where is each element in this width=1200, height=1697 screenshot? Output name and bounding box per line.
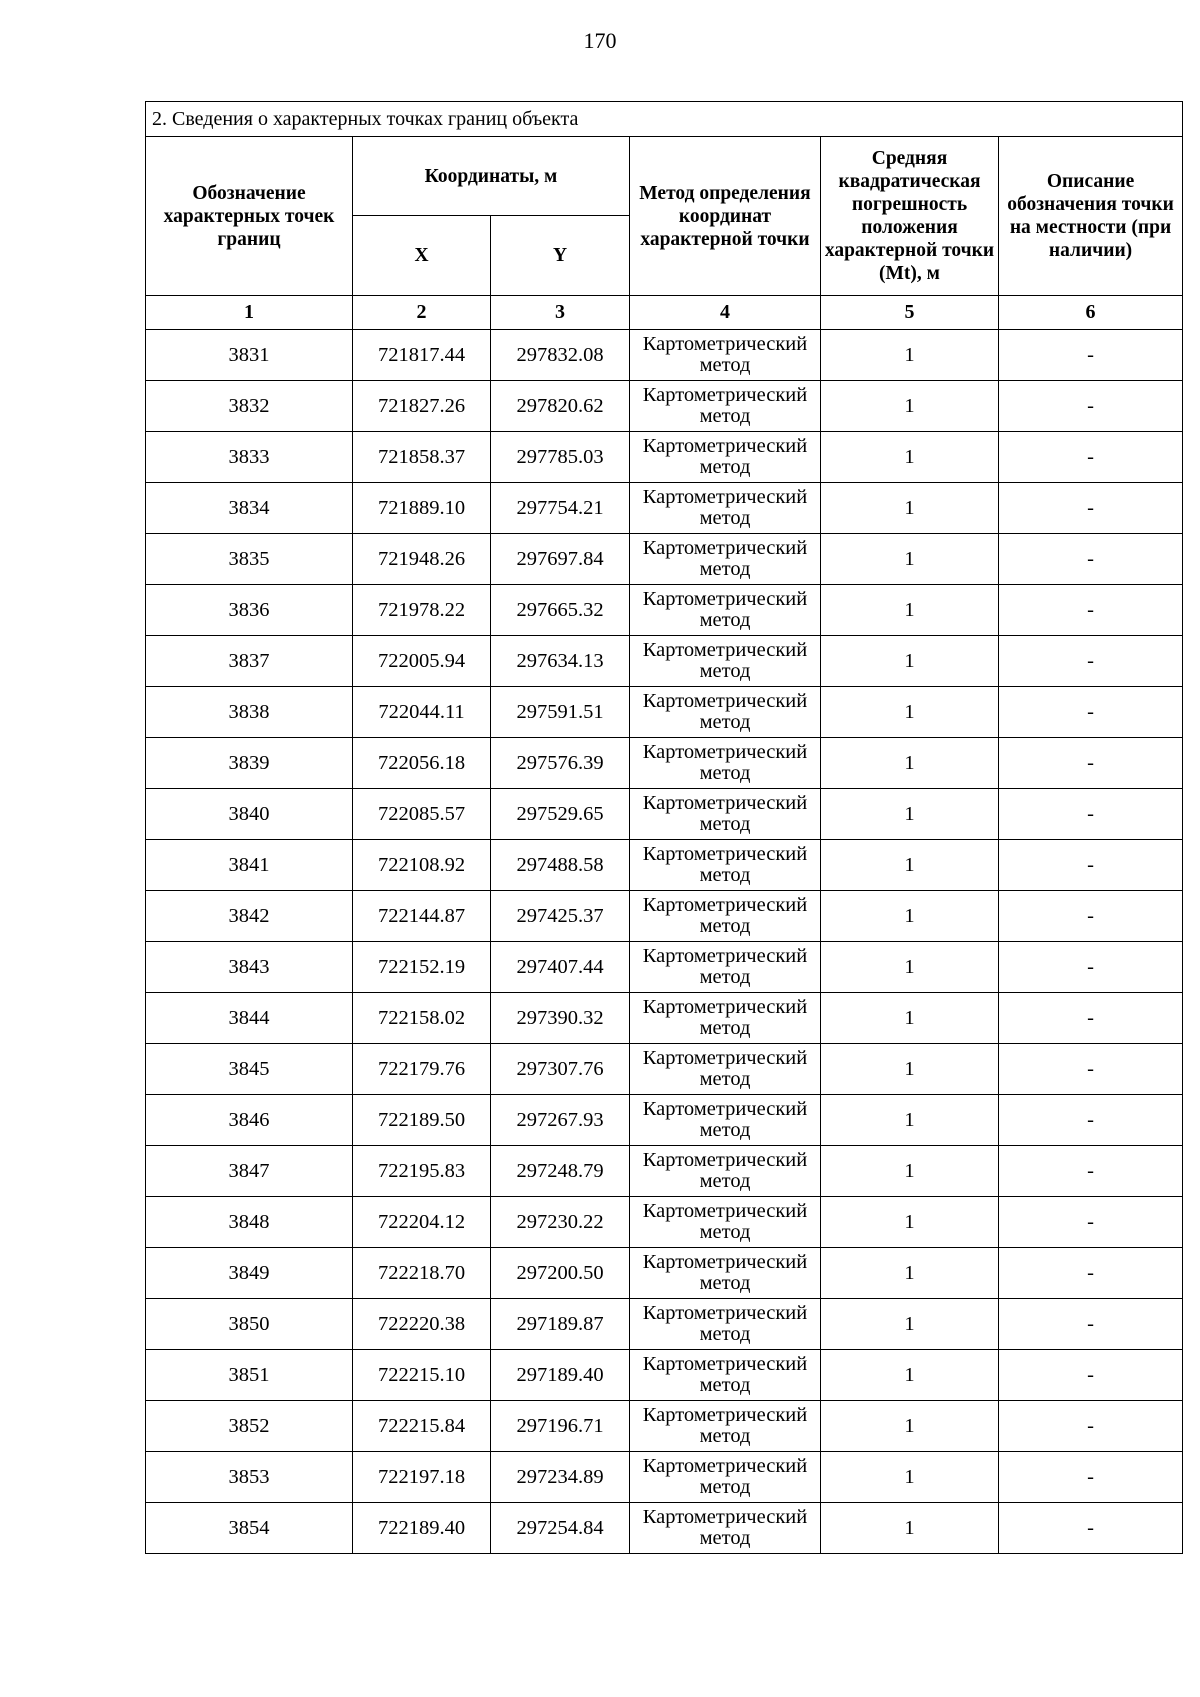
- header-coordinates: Координаты, м: [353, 137, 630, 216]
- header-x: X: [353, 216, 491, 296]
- x-coordinate-cell: 722195.83: [353, 1146, 491, 1197]
- x-coordinate-cell: 722179.76: [353, 1044, 491, 1095]
- error-cell: 1: [821, 738, 999, 789]
- point-cell: 3841: [146, 840, 353, 891]
- point-cell: 3834: [146, 483, 353, 534]
- error-cell: 1: [821, 687, 999, 738]
- x-coordinate-cell: 722189.50: [353, 1095, 491, 1146]
- column-number: 6: [999, 296, 1183, 330]
- description-cell: -: [999, 993, 1183, 1044]
- description-cell: -: [999, 534, 1183, 585]
- method-cell: Картометрический метод: [630, 636, 821, 687]
- point-cell: 3846: [146, 1095, 353, 1146]
- table-row: [146, 1503, 1183, 1554]
- table-row: [146, 1095, 1183, 1146]
- error-cell: 1: [821, 1299, 999, 1350]
- header-method: Метод определения координат характерной точки: [630, 137, 821, 296]
- description-cell: -: [999, 585, 1183, 636]
- y-coordinate-cell: 297529.65: [491, 789, 630, 840]
- description-cell: -: [999, 738, 1183, 789]
- method-cell: Картометрический метод: [630, 1503, 821, 1554]
- error-cell: 1: [821, 534, 999, 585]
- y-coordinate-cell: 297820.62: [491, 381, 630, 432]
- point-cell: 3831: [146, 330, 353, 381]
- error-cell: 1: [821, 330, 999, 381]
- x-coordinate-cell: 722220.38: [353, 1299, 491, 1350]
- column-number: 1: [146, 296, 353, 330]
- description-cell: -: [999, 1350, 1183, 1401]
- description-cell: -: [999, 687, 1183, 738]
- x-coordinate-cell: 722158.02: [353, 993, 491, 1044]
- y-coordinate-cell: 297785.03: [491, 432, 630, 483]
- method-cell: Картометрический метод: [630, 891, 821, 942]
- y-coordinate-cell: 297591.51: [491, 687, 630, 738]
- method-cell: Картометрический метод: [630, 534, 821, 585]
- method-cell: Картометрический метод: [630, 1095, 821, 1146]
- x-coordinate-cell: 722197.18: [353, 1452, 491, 1503]
- table-row: [146, 381, 1183, 432]
- y-coordinate-cell: 297488.58: [491, 840, 630, 891]
- y-coordinate-cell: 297248.79: [491, 1146, 630, 1197]
- x-coordinate-cell: 722144.87: [353, 891, 491, 942]
- x-coordinate-cell: 721889.10: [353, 483, 491, 534]
- method-cell: Картометрический метод: [630, 585, 821, 636]
- method-cell: Картометрический метод: [630, 1299, 821, 1350]
- x-coordinate-cell: 722044.11: [353, 687, 491, 738]
- table-row: [146, 687, 1183, 738]
- point-cell: 3848: [146, 1197, 353, 1248]
- y-coordinate-cell: 297697.84: [491, 534, 630, 585]
- description-cell: -: [999, 381, 1183, 432]
- error-cell: 1: [821, 636, 999, 687]
- method-cell: Картометрический метод: [630, 330, 821, 381]
- error-cell: 1: [821, 993, 999, 1044]
- y-coordinate-cell: 297200.50: [491, 1248, 630, 1299]
- point-cell: 3845: [146, 1044, 353, 1095]
- table-row: [146, 738, 1183, 789]
- description-cell: -: [999, 840, 1183, 891]
- x-coordinate-cell: 722215.10: [353, 1350, 491, 1401]
- error-cell: 1: [821, 1350, 999, 1401]
- method-cell: Картометрический метод: [630, 1146, 821, 1197]
- point-cell: 3837: [146, 636, 353, 687]
- x-coordinate-cell: 722189.40: [353, 1503, 491, 1554]
- error-cell: 1: [821, 432, 999, 483]
- header-y: Y: [491, 216, 630, 296]
- y-coordinate-cell: 297754.21: [491, 483, 630, 534]
- error-cell: 1: [821, 381, 999, 432]
- point-cell: 3836: [146, 585, 353, 636]
- description-cell: -: [999, 1248, 1183, 1299]
- table-row: [146, 891, 1183, 942]
- x-coordinate-cell: 721817.44: [353, 330, 491, 381]
- error-cell: 1: [821, 1197, 999, 1248]
- table-row: [146, 1146, 1183, 1197]
- table-row: [146, 1197, 1183, 1248]
- x-coordinate-cell: 722108.92: [353, 840, 491, 891]
- point-cell: 3835: [146, 534, 353, 585]
- description-cell: -: [999, 483, 1183, 534]
- method-cell: Картометрический метод: [630, 483, 821, 534]
- table-row: [146, 636, 1183, 687]
- method-cell: Картометрический метод: [630, 687, 821, 738]
- point-cell: 3839: [146, 738, 353, 789]
- y-coordinate-cell: 297267.93: [491, 1095, 630, 1146]
- section-title: 2. Сведения о характерных точках границ объекта: [146, 102, 1183, 137]
- y-coordinate-cell: 297407.44: [491, 942, 630, 993]
- description-cell: -: [999, 1044, 1183, 1095]
- y-coordinate-cell: 297665.32: [491, 585, 630, 636]
- method-cell: Картометрический метод: [630, 1452, 821, 1503]
- point-cell: 3854: [146, 1503, 353, 1554]
- point-cell: 3843: [146, 942, 353, 993]
- point-cell: 3840: [146, 789, 353, 840]
- description-cell: -: [999, 1503, 1183, 1554]
- point-cell: 3851: [146, 1350, 353, 1401]
- y-coordinate-cell: 297425.37: [491, 891, 630, 942]
- error-cell: 1: [821, 1044, 999, 1095]
- method-cell: Картометрический метод: [630, 1044, 821, 1095]
- x-coordinate-cell: 722204.12: [353, 1197, 491, 1248]
- column-number: 5: [821, 296, 999, 330]
- column-number: 2: [353, 296, 491, 330]
- method-cell: Картометрический метод: [630, 1248, 821, 1299]
- column-number: 3: [491, 296, 630, 330]
- error-cell: 1: [821, 483, 999, 534]
- description-cell: -: [999, 942, 1183, 993]
- error-cell: 1: [821, 942, 999, 993]
- y-coordinate-cell: 297576.39: [491, 738, 630, 789]
- description-cell: -: [999, 636, 1183, 687]
- method-cell: Картометрический метод: [630, 1197, 821, 1248]
- table-row: [146, 942, 1183, 993]
- description-cell: -: [999, 1401, 1183, 1452]
- error-cell: 1: [821, 585, 999, 636]
- description-cell: -: [999, 432, 1183, 483]
- description-cell: -: [999, 789, 1183, 840]
- y-coordinate-cell: 297189.87: [491, 1299, 630, 1350]
- x-coordinate-cell: 721827.26: [353, 381, 491, 432]
- boundary-points-table: [145, 101, 1183, 1554]
- error-cell: 1: [821, 789, 999, 840]
- x-coordinate-cell: 722218.70: [353, 1248, 491, 1299]
- y-coordinate-cell: 297634.13: [491, 636, 630, 687]
- error-cell: 1: [821, 840, 999, 891]
- y-coordinate-cell: 297832.08: [491, 330, 630, 381]
- table-row: [146, 1452, 1183, 1503]
- point-cell: 3833: [146, 432, 353, 483]
- description-cell: -: [999, 891, 1183, 942]
- x-coordinate-cell: 722085.57: [353, 789, 491, 840]
- table-row: [146, 330, 1183, 381]
- point-cell: 3844: [146, 993, 353, 1044]
- point-cell: 3849: [146, 1248, 353, 1299]
- description-cell: -: [999, 330, 1183, 381]
- x-coordinate-cell: 722056.18: [353, 738, 491, 789]
- method-cell: Картометрический метод: [630, 993, 821, 1044]
- description-cell: -: [999, 1197, 1183, 1248]
- error-cell: 1: [821, 1401, 999, 1452]
- point-cell: 3847: [146, 1146, 353, 1197]
- header-error: Средняя квадратическая погрешность положения характерной точки (Mt), м: [821, 137, 999, 296]
- method-cell: Картометрический метод: [630, 432, 821, 483]
- point-cell: 3832: [146, 381, 353, 432]
- x-coordinate-cell: 722152.19: [353, 942, 491, 993]
- error-cell: 1: [821, 1095, 999, 1146]
- error-cell: 1: [821, 1503, 999, 1554]
- x-coordinate-cell: 721858.37: [353, 432, 491, 483]
- description-cell: -: [999, 1095, 1183, 1146]
- x-coordinate-cell: 722215.84: [353, 1401, 491, 1452]
- page-number: 170: [583, 28, 617, 53]
- method-cell: Картометрический метод: [630, 789, 821, 840]
- method-cell: Картометрический метод: [630, 942, 821, 993]
- y-coordinate-cell: 297307.76: [491, 1044, 630, 1095]
- table-row: [146, 1248, 1183, 1299]
- method-cell: Картометрический метод: [630, 381, 821, 432]
- table-row: [146, 1401, 1183, 1452]
- description-cell: -: [999, 1146, 1183, 1197]
- error-cell: 1: [821, 1146, 999, 1197]
- table-row: [146, 585, 1183, 636]
- table-row: [146, 1044, 1183, 1095]
- table-row: [146, 840, 1183, 891]
- error-cell: 1: [821, 1452, 999, 1503]
- y-coordinate-cell: 297390.32: [491, 993, 630, 1044]
- point-cell: 3838: [146, 687, 353, 738]
- point-cell: 3852: [146, 1401, 353, 1452]
- x-coordinate-cell: 721948.26: [353, 534, 491, 585]
- method-cell: Картометрический метод: [630, 738, 821, 789]
- header-description: Описание обозначения точки на местности (при наличии): [999, 137, 1183, 296]
- y-coordinate-cell: 297196.71: [491, 1401, 630, 1452]
- table-row: [146, 1299, 1183, 1350]
- method-cell: Картометрический метод: [630, 1401, 821, 1452]
- method-cell: Картометрический метод: [630, 840, 821, 891]
- table-row: [146, 993, 1183, 1044]
- point-cell: 3842: [146, 891, 353, 942]
- table-row: [146, 534, 1183, 585]
- x-coordinate-cell: 722005.94: [353, 636, 491, 687]
- y-coordinate-cell: 297230.22: [491, 1197, 630, 1248]
- table-row: [146, 789, 1183, 840]
- column-numbers-row: [146, 296, 1183, 330]
- table-row: [146, 432, 1183, 483]
- method-cell: Картометрический метод: [630, 1350, 821, 1401]
- column-number: 4: [630, 296, 821, 330]
- description-cell: -: [999, 1299, 1183, 1350]
- description-cell: -: [999, 1452, 1183, 1503]
- error-cell: 1: [821, 891, 999, 942]
- point-cell: 3853: [146, 1452, 353, 1503]
- point-cell: 3850: [146, 1299, 353, 1350]
- table-row: [146, 1350, 1183, 1401]
- table-row: [146, 483, 1183, 534]
- x-coordinate-cell: 721978.22: [353, 585, 491, 636]
- y-coordinate-cell: 297234.89: [491, 1452, 630, 1503]
- y-coordinate-cell: 297189.40: [491, 1350, 630, 1401]
- y-coordinate-cell: 297254.84: [491, 1503, 630, 1554]
- error-cell: 1: [821, 1248, 999, 1299]
- header-point: Обозначение характерных точек границ: [146, 137, 353, 296]
